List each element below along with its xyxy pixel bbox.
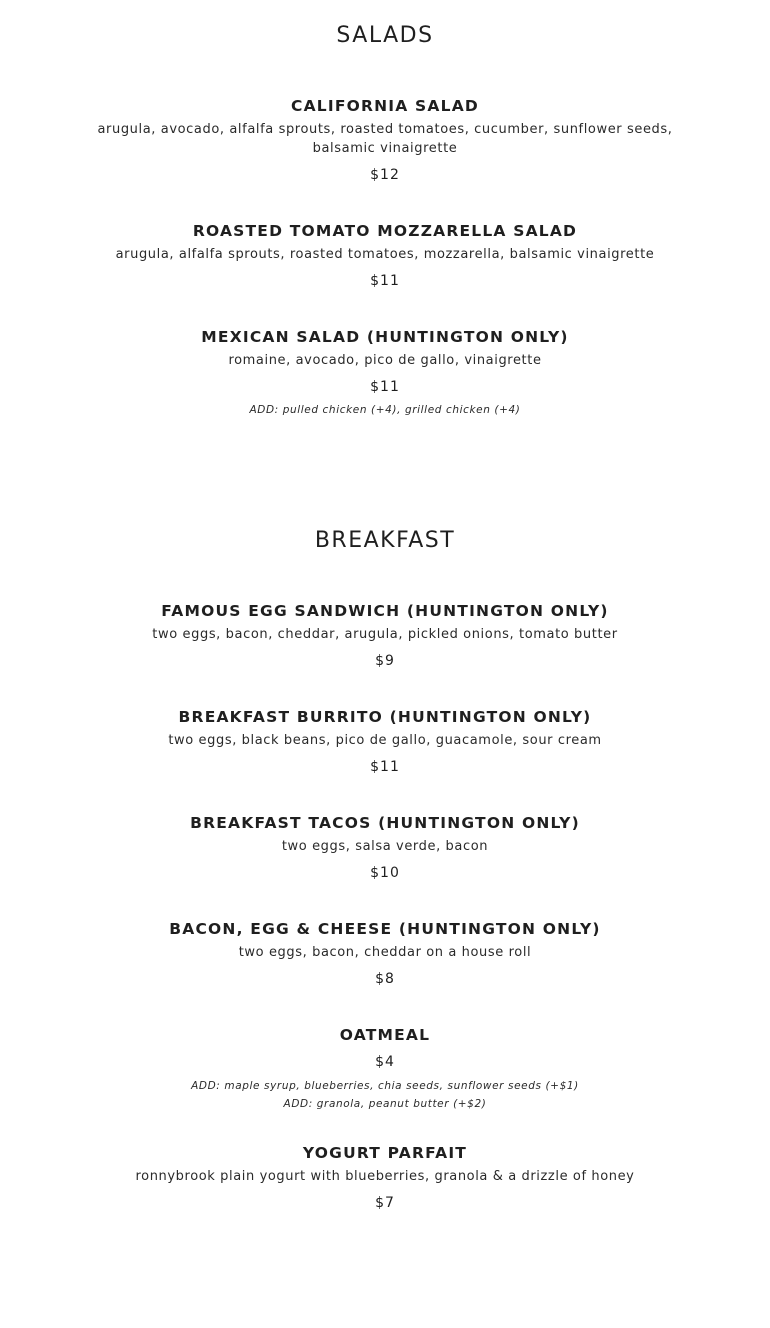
item-name: ROASTED TOMATO MOZZARELLA SALAD [192, 222, 578, 240]
menu-item-mexican-salad [0, 327, 770, 419]
item-add-ons: ADD: maple syrup, blueberries, chia seeds, sunflower seeds (+$1) [191, 1080, 579, 1092]
menu-item-oatmeal [0, 1025, 770, 1113]
item-name: BACON, EGG & CHEESE (HUNTINGTON ONLY) [169, 920, 601, 938]
item-price: $11 [370, 379, 400, 395]
menu-item-yogurt-parfait [0, 1143, 770, 1213]
item-price: $12 [370, 167, 400, 183]
item-name: FAMOUS EGG SANDWICH (HUNTINGTON ONLY) [161, 602, 609, 620]
item-description: ronnybrook plain yogurt with blueberries, granola & a drizzle of honey [135, 1169, 635, 1184]
menu-item-famous-egg-sandwich [0, 601, 770, 671]
item-name: YOGURT PARFAIT [302, 1144, 468, 1162]
item-price: $4 [375, 1054, 395, 1070]
section-title-salads: SALADS [336, 23, 434, 48]
item-price: $11 [370, 273, 400, 289]
menu-item-breakfast-tacos [0, 813, 770, 883]
item-name: CALIFORNIA SALAD [291, 97, 479, 115]
item-description: arugula, alfalfa sprouts, roasted tomatoes, mozzarella, balsamic vinaigrette [115, 247, 655, 262]
item-name: MEXICAN SALAD (HUNTINGTON ONLY) [201, 328, 569, 346]
item-add-ons: ADD: pulled chicken (+4), grilled chicken (+4) [249, 404, 521, 416]
menu-item-california-salad [0, 96, 770, 185]
menu-item-roasted-tomato-mozzarella-salad [0, 221, 770, 291]
item-name: OATMEAL [339, 1026, 431, 1044]
item-price: $9 [375, 653, 395, 669]
item-name: BREAKFAST TACOS (HUNTINGTON ONLY) [190, 814, 580, 832]
item-description: romaine, avocado, pico de gallo, vinaigrette [228, 353, 542, 368]
item-price: $7 [375, 1195, 395, 1211]
item-name: BREAKFAST BURRITO (HUNTINGTON ONLY) [178, 708, 592, 726]
section-title-breakfast: BREAKFAST [314, 528, 456, 553]
item-add-ons-2: ADD: granola, peanut butter (+$2) [283, 1098, 487, 1110]
item-description: two eggs, black beans, pico de gallo, guacamole, sour cream [168, 733, 602, 748]
item-price: $11 [370, 759, 400, 775]
item-description: two eggs, salsa verde, bacon [281, 839, 489, 854]
menu-item-breakfast-burrito [0, 707, 770, 777]
item-description: arugula, avocado, alfalfa sprouts, roasted tomatoes, cucumber, sunflower seeds, balsamic vinaigrette [97, 122, 673, 156]
item-price: $8 [375, 971, 395, 987]
menu-item-bacon-egg-cheese [0, 919, 770, 989]
item-description: two eggs, bacon, cheddar on a house roll [238, 945, 532, 960]
item-price: $10 [370, 865, 400, 881]
item-description: two eggs, bacon, cheddar, arugula, pickled onions, tomato butter [152, 627, 618, 642]
